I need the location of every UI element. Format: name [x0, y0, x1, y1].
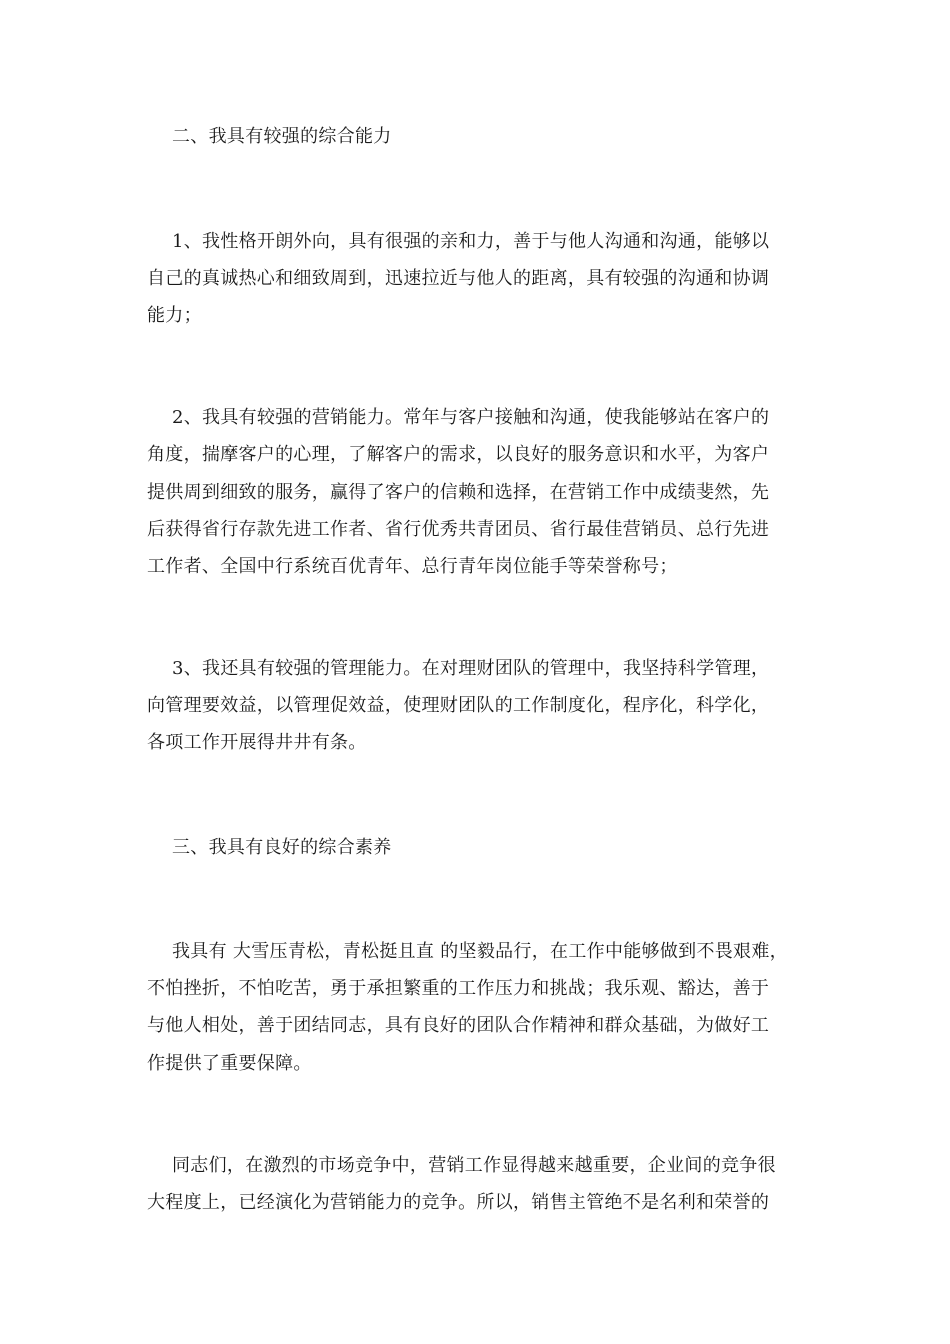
paragraph-5-line-2: 大程度上，已经演化为营销能力的竞争。所以，销售主管绝不是名利和荣誉的	[147, 1192, 770, 1213]
paragraph-2-line-2: 角度，揣摩客户的心理，了解客户的需求，以良好的服务意识和水平，为客户	[147, 444, 770, 465]
paragraph-5-line-1: 同志们，在激烈的市场竞争中，营销工作显得越来越重要，企业间的竞争很	[172, 1155, 776, 1176]
paragraph-1-line-2: 自己的真诚热心和细致周到，迅速拉近与他人的距离，具有较强的沟通和协调	[147, 268, 770, 289]
paragraph-3-line-2: 向管理要效益，以管理促效益，使理财团队的工作制度化，程序化，科学化，	[147, 695, 770, 716]
paragraph-2-line-3: 提供周到细致的服务，赢得了客户的信赖和选择，在营销工作中成绩斐然，先	[147, 482, 770, 503]
paragraph-2-line-1: 2、我具有较强的营销能力。常年与客户接触和沟通，使我能够站在客户的	[172, 407, 770, 428]
section-heading-2: 二、我具有较强的综合能力	[172, 126, 392, 147]
paragraph-3-line-1: 3、我还具有较强的管理能力。在对理财团队的管理中，我坚持科学管理，	[172, 658, 770, 679]
paragraph-4-line-2: 不怕挫折，不怕吃苦，勇于承担繁重的工作压力和挑战；我乐观、豁达，善于	[147, 978, 770, 999]
paragraph-3-line-3: 各项工作开展得井井有条。	[147, 732, 367, 753]
paragraph-1-line-3: 能力；	[147, 305, 202, 326]
paragraph-1-line-1: 1、我性格开朗外向，具有很强的亲和力，善于与他人沟通和沟通，能够以	[172, 231, 770, 252]
paragraph-2-line-5: 工作者、全国中行系统百优青年、总行青年岗位能手等荣誉称号；	[147, 556, 678, 577]
paragraph-2-line-4: 后获得省行存款先进工作者、省行优秀共青团员、省行最佳营销员、总行先进	[147, 519, 770, 540]
paragraph-4-line-4: 作提供了重要保障。	[147, 1053, 312, 1074]
paragraph-4-line-3: 与他人相处，善于团结同志，具有良好的团队合作精神和群众基础，为做好工	[147, 1015, 770, 1036]
section-heading-3: 三、我具有良好的综合素养	[172, 837, 392, 858]
paragraph-4-line-1: 我具有 大雪压青松，青松挺且直 的坚毅品行，在工作中能够做到不畏艰难，	[172, 941, 788, 962]
